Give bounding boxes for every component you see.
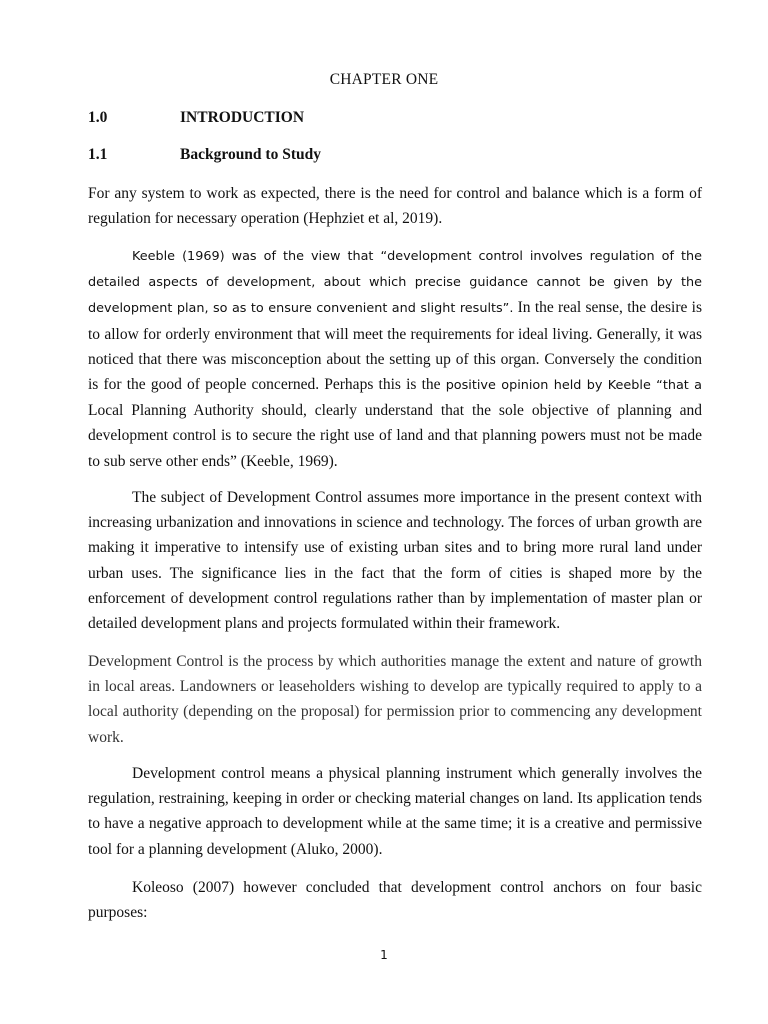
keeble-tail: Local Planning Authority should, clearly understand that the sole objective of planning and development control is to secure the right use of land and that planning powers must not be made to sub serve other ends” (Keeble, 1969). [88,402,702,470]
page-number: 1 [380,948,388,962]
paragraph-definition: Development Control is the process by which authorities manage the extent and nature of growth in local areas. Landowners or leaseholders wishing to develop are typically required to apply to a local authority (depending on the proposal) for permission prior to commencing any development work. [88,653,702,746]
section-number: 1.1 [88,146,108,163]
paragraph-instrument: Development control means a physical planning instrument which generally involves the regulation, restraining, keeping in order or checking material changes on land. Its application tends to have a negative approach to development while at the same time; it is a creative and permissive tool for a planning development (Aluko, 2000). [88,765,702,858]
keeble-body: In the real sense, the desire is to allow for orderly environment that will meet the requirements for ideal living. Generally, it was noticed that there was misconception about the setting up of this organ. Conversely the condition is for the good of people concerned. Perhaps this is the [88,299,702,394]
section-title: INTRODUCTION [180,109,305,126]
section-heading-introduction [88,109,304,127]
section-title: Background to Study [180,146,321,163]
section-heading-background [88,146,321,164]
keeble-quote: Keeble (1969) was of the view that “development control involves regulation of the detailed aspects of development, about which precise guidance cannot be given by the development plan, so as to ensure convenient and slight results”. [88,249,702,317]
paragraph-keeble [88,243,702,474]
keeble-opinion: positive opinion held by Keeble “that a [445,378,703,394]
paragraph-intro: For any system to work as expected, there is the need for control and balance which is a form of regulation for necessary operation (Hephziet et al, 2019). [88,185,702,228]
section-number: 1.0 [88,109,108,126]
chapter-title: CHAPTER ONE [329,71,439,88]
paragraph-urbanization: The subject of Development Control assumes more importance in the present context with increasing urbanization and innovations in science and technology. The forces of urban growth are making it imperative to intensify use of existing urban sites and to bring more rural land under urban uses. The significance lies in the fact that the form of cities is shaped more by the enforcement of development control regulations rather than by implementation of master plan or detailed development plans and projects formulated within their framework. [88,489,702,633]
paragraph-koleoso: Koleoso (2007) however concluded that development control anchors on four basic purposes: [88,879,702,922]
